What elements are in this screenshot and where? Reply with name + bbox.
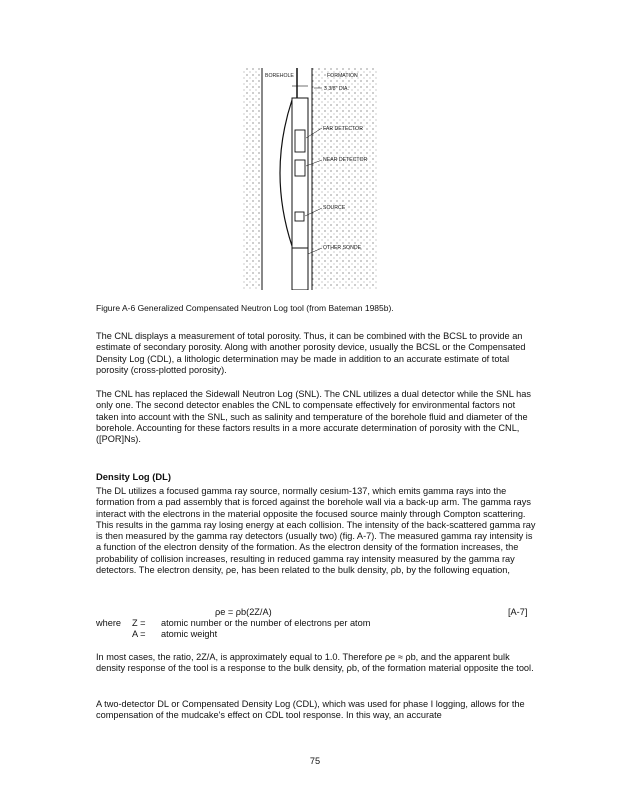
cnl-tool-figure [240, 68, 380, 290]
label-borehole: BOREHOLE [265, 73, 294, 79]
label-near-detector: NEAR DETECTOR [323, 157, 368, 163]
near-detector-box [295, 160, 305, 176]
equation-where-label: where [96, 618, 122, 628]
formation-right [312, 68, 378, 290]
equation-z-symbol: Z = [132, 618, 146, 628]
label-source: SOURCE [323, 205, 346, 211]
equation-formula: ρe = ρb(2Z/A) [215, 607, 272, 617]
paragraph-cnl-intro: The CNL displays a measurement of total porosity. Thus, it can be combined with the BCSL to provide an estimate of secondary porosity. Along with another porosity device, usually the BCSL or the Compensated Density Log (CDL), a lithologic determination may be made in addition to an accurate estimate of total porosity (cross-plotted porosity). [96, 331, 526, 375]
equation-z-definition: atomic number or the number of electrons per atom [161, 618, 371, 628]
paragraph-ratio: In most cases, the ratio, 2Z/A, is approximately equal to 1.0. Therefore ρe ≈ ρb, and the apparent bulk density response of the tool is a response to the bulk density, ρb, of the formation material opposite the tool. [96, 652, 534, 674]
label-far-detector: FAR DETECTOR [323, 126, 363, 132]
section-heading-density-log: Density Log (DL) [96, 471, 171, 482]
figure-caption: Figure A-6 Generalized Compensated Neutron Log tool (from Bateman 1985b). [96, 303, 394, 313]
formation-left [242, 68, 262, 290]
equation-a-definition: atomic weight [161, 629, 218, 639]
far-detector-box [295, 130, 305, 152]
equation-a-symbol: A = [132, 629, 146, 639]
page-number: 75 [309, 756, 321, 766]
label-other-sonde: OTHER SONDE [323, 245, 362, 251]
equation-number: [A-7] [508, 607, 528, 617]
label-diameter: 3 3/8" DIA. [324, 86, 349, 92]
other-sonde-body [292, 248, 308, 290]
bow-spring-arm [280, 100, 292, 246]
paragraph-cnl-snl: The CNL has replaced the Sidewall Neutron Log (SNL). The CNL utilizes a dual detector while the SNL has only one. The second detector enables the CNL to compensate effectively for environmental factors not taken into account with the SNL, such as salinity and temperature of the borehole fluid and diameter of the borehole. Accounting for these factors results in a more accurate determination of porosity with the CNL, ([POR]Ns). [96, 389, 531, 445]
label-formation: FORMATION [327, 73, 358, 79]
source-box [295, 212, 304, 221]
paragraph-two-detector: A two-detector DL or Compensated Density Log (CDL), which was used for phase I logging, allows for the compensation of the mudcake's effect on CDL tool response. In this way, an accurate [96, 699, 525, 721]
paragraph-density-body: The DL utilizes a focused gamma ray source, normally cesium-137, which emits gamma rays into the formation from a pad assembly that is forced against the borehole wall via a back-up arm. The gamma rays interact with the electrons in the material opposite the focused source mainly through Compton scattering. This results in the gamma ray losing energy at each collision. The intensity of the back-scattered gamma ray is then measured by the gamma ray detectors (usually two) (fig. A-7). The measured gamma ray intensity is a function of the electron density of the formation. As the electron density of the formation increases, the probability of collision increases, resulting in reduced gamma ray intensity measured by the gamma ray detectors. The electron density, ρe, has been related to the bulk density, ρb, by the following equation, [96, 486, 536, 576]
cnl-tool-diagram [240, 68, 380, 290]
